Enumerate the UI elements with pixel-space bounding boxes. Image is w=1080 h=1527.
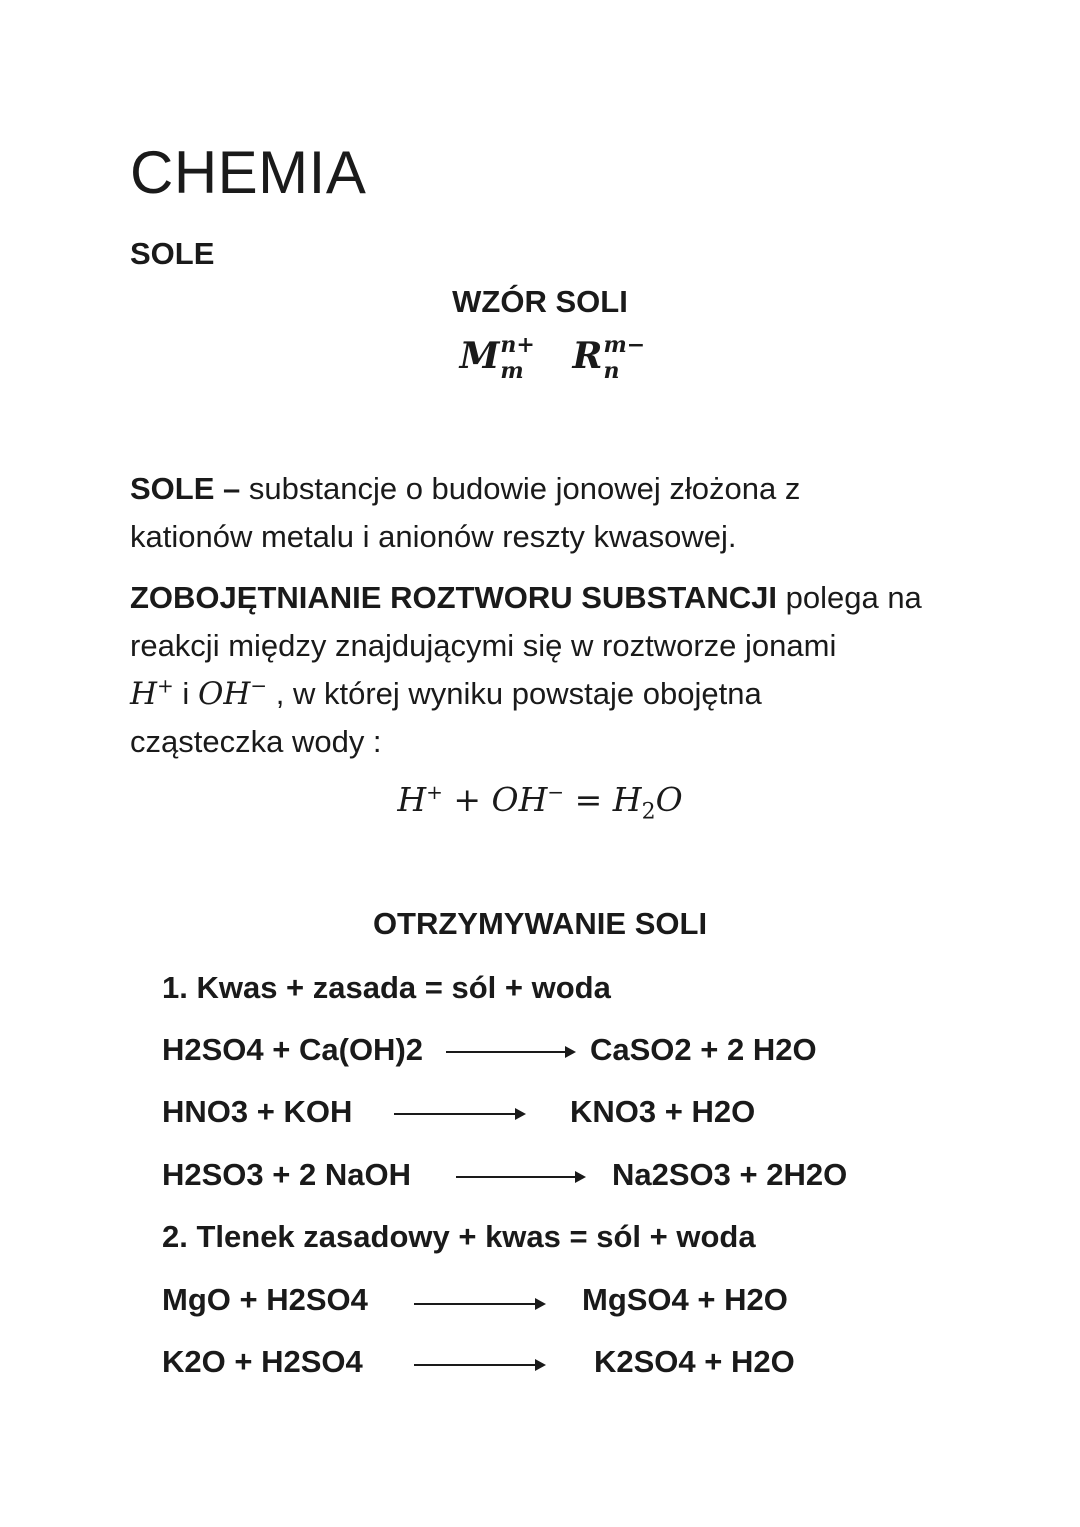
reaction-left: H2SO3 + 2 NaOH bbox=[162, 1157, 411, 1192]
neutralization-paragraph: ZOBOJĘTNIANIE ROZTWORU SUBSTANCJI polega na reakcji między znajdującymi się w roztworze jonami H+ i OH− , w której wyniku powstaje obojętna cząsteczka wody : bbox=[130, 580, 922, 759]
reaction-right: CaSO2 + 2 H2O bbox=[590, 1032, 817, 1067]
reaction-right: K2SO4 + H2O bbox=[594, 1344, 795, 1379]
method-1-label: 1. Kwas + zasada = sól + woda bbox=[162, 970, 611, 1005]
metal-symbol: M n+ m bbox=[459, 332, 535, 384]
acid-residue-symbol: R m− n bbox=[572, 332, 646, 384]
reaction-left: MgO + H2SO4 bbox=[162, 1282, 368, 1317]
arrow-icon bbox=[456, 1176, 584, 1178]
reaction-left: K2O + H2SO4 bbox=[162, 1344, 363, 1379]
reaction-right: MgSO4 + H2O bbox=[582, 1282, 788, 1317]
reaction-right: KNO3 + H2O bbox=[570, 1094, 756, 1129]
formula-heading: WZÓR SOLI bbox=[452, 284, 628, 319]
hydrogen-ion: H+ bbox=[130, 673, 174, 712]
reaction-left: H2SO4 + Ca(OH)2 bbox=[162, 1032, 424, 1067]
section-heading: SOLE bbox=[130, 236, 215, 271]
arrow-icon bbox=[414, 1364, 544, 1366]
salt-formula bbox=[0, 332, 1080, 384]
obtaining-heading: OTRZYMYWANIE SOLI bbox=[372, 906, 708, 941]
arrow-icon bbox=[414, 1303, 544, 1305]
definition-paragraph: SOLE – substancje o budowie jonowej złożona z kationów metalu i anionów reszty kwasowej. bbox=[130, 471, 801, 554]
method-2-label: 2. Tlenek zasadowy + kwas = sól + woda bbox=[162, 1219, 756, 1254]
reaction-left: HNO3 + KOH bbox=[162, 1094, 353, 1129]
arrow-icon bbox=[446, 1051, 574, 1053]
water-equation: $H^+ + OH^- = H_2O$ bbox=[397, 780, 683, 825]
arrow-icon bbox=[394, 1113, 524, 1115]
reaction-right: Na2SO3 + 2H2O bbox=[612, 1157, 848, 1192]
page-title: CHEMIA bbox=[130, 139, 367, 206]
hydroxide-ion: OH− bbox=[197, 673, 268, 712]
